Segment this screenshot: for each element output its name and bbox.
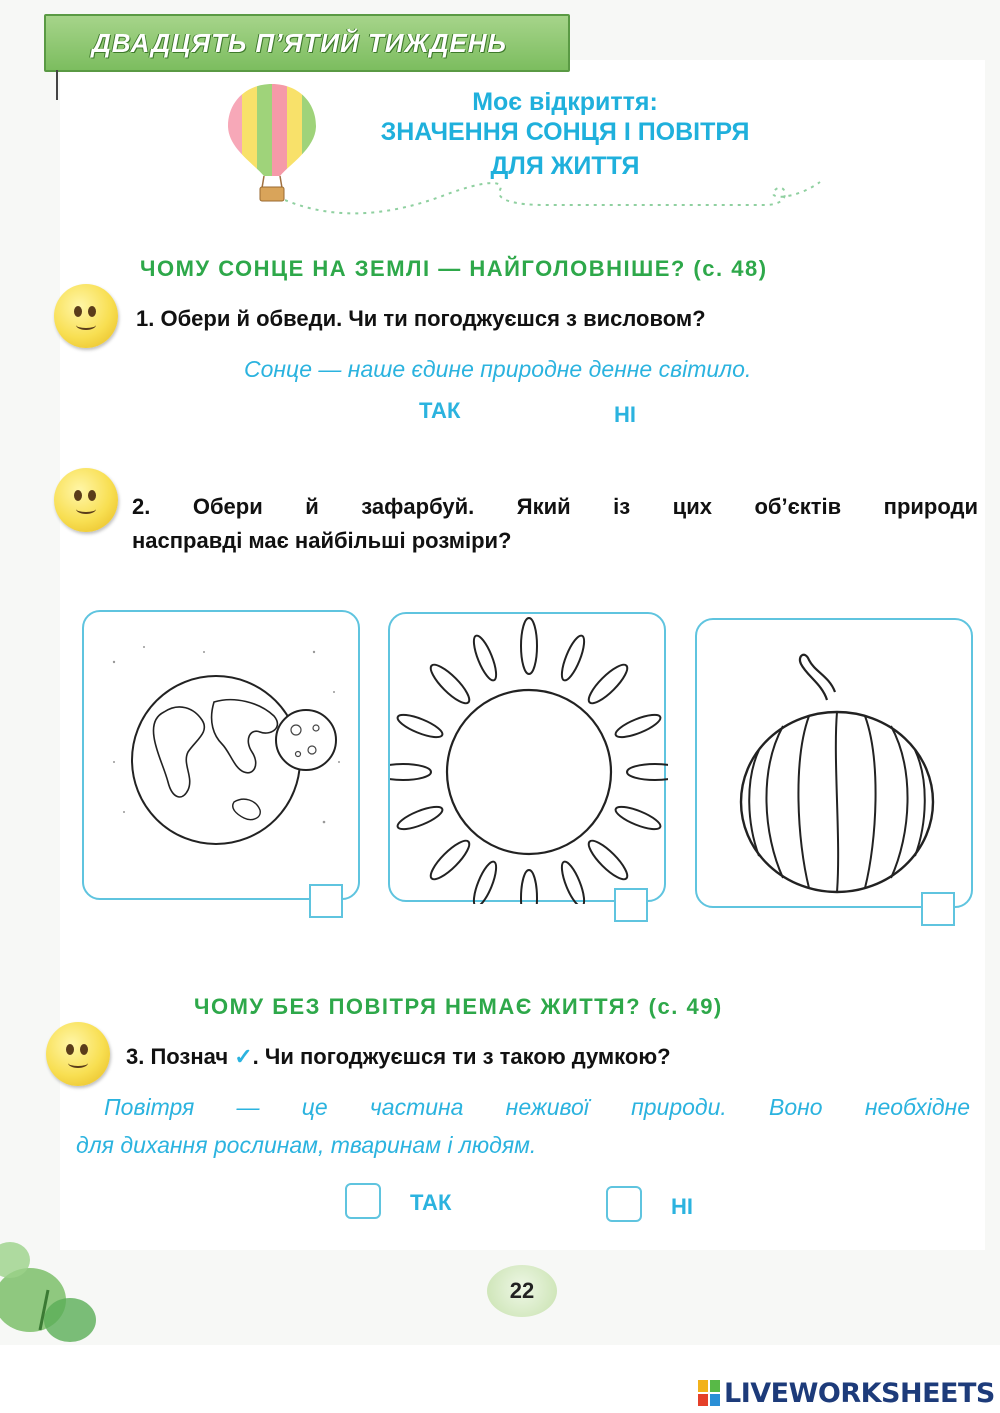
option-card-watermelon[interactable] xyxy=(695,618,973,908)
task3-checkbox-no[interactable] xyxy=(606,1186,642,1222)
lesson-title-line1: ЗНАЧЕННЯ СОНЦЯ І ПОВІТРЯ xyxy=(380,118,750,146)
task3-text-before: 3. Познач xyxy=(126,1044,235,1069)
smiley-icon xyxy=(46,1022,110,1086)
leaves-decoration-icon xyxy=(0,1230,120,1345)
option-checkbox-watermelon[interactable] xyxy=(921,892,955,926)
option-card-sun[interactable] xyxy=(388,612,666,902)
lesson-subtitle: Моє відкриття: xyxy=(472,88,658,116)
option-checkbox-sun[interactable] xyxy=(614,888,648,922)
task3-instruction xyxy=(126,1044,671,1070)
task3-statement-line2: для дихання рослинам, тваринам і людям. xyxy=(76,1132,537,1158)
week-title: ДВАДЦЯТЬ П’ЯТИЙ ТИЖДЕНЬ xyxy=(92,28,507,58)
liveworksheets-wordmark: LIVEWORKSHEETS xyxy=(724,1378,995,1409)
liveworksheets-logo-icon xyxy=(698,1380,720,1406)
task2-instruction-line1: 2. Обери й зафарбуй. Який із цих об’єктів природи xyxy=(132,494,978,519)
task3-statement-line1: Повітря — це частина неживої природи. Воно необхідне xyxy=(104,1094,970,1120)
banner-tick xyxy=(56,70,58,100)
smiley-icon xyxy=(54,284,118,348)
week-banner xyxy=(44,14,570,72)
section-title-air: ЧОМУ БЕЗ ПОВІТРЯ НЕМАЄ ЖИТТЯ? (с. 49) xyxy=(194,994,723,1019)
task3-text-after: . Чи погоджуєшся ти з такою думкою? xyxy=(252,1044,671,1069)
task2-instruction-line2: насправді має найбільші розміри? xyxy=(132,528,512,553)
sun-icon xyxy=(390,614,668,904)
watermelon-icon xyxy=(697,620,975,910)
option-card-earth[interactable] xyxy=(82,610,360,900)
task1-statement: Сонце — наше єдине природне денне світило. xyxy=(244,356,752,382)
page-number: 22 xyxy=(487,1265,557,1317)
task1-answer-no[interactable]: НІ xyxy=(614,402,636,427)
task1-instruction: 1. Обери й обведи. Чи ти погоджуєшся з висловом? xyxy=(136,306,706,331)
earth-moon-icon xyxy=(84,612,362,902)
task3-checkbox-yes[interactable] xyxy=(345,1183,381,1219)
checkmark-icon: ✓ xyxy=(234,1044,253,1069)
task3-answer-no: НІ xyxy=(671,1194,693,1219)
option-checkbox-earth[interactable] xyxy=(309,884,343,918)
smiley-icon xyxy=(54,468,118,532)
task3-answer-yes: ТАК xyxy=(410,1190,452,1215)
task1-answer-yes[interactable]: ТАК xyxy=(419,398,461,423)
lesson-title-line2: ДЛЯ ЖИТТЯ xyxy=(490,152,640,180)
section-title-sun: ЧОМУ СОНЦЕ НА ЗЕМЛІ — НАЙГОЛОВНІШЕ? (с. 48) xyxy=(140,256,768,281)
